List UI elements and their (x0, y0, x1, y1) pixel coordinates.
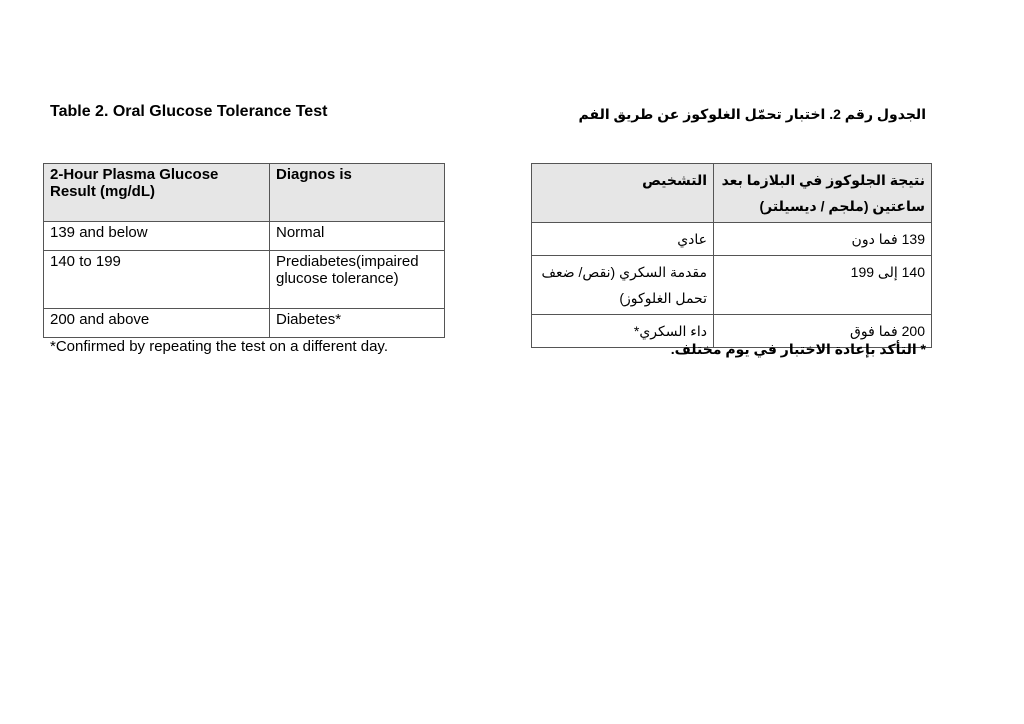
header-cell-result: 2-Hour Plasma Glucose Result (mg/dL) (44, 164, 270, 222)
diagnosis-cell: مقدمة السكري (نقص/ ضعف تحمل الغلوكوز) (532, 256, 714, 315)
table-row (532, 223, 932, 256)
table-row (44, 309, 445, 338)
table-row (44, 222, 445, 251)
result-cell: 140 إلى 199 (714, 256, 932, 315)
diagnosis-cell: داء السكري* (532, 315, 714, 348)
diagnosis-cell: Diabetes* (270, 309, 445, 338)
result-cell: 139 and below (44, 222, 270, 251)
result-cell: 139 فما دون (714, 223, 932, 256)
table-title-arabic: الجدول رقم 2. اختبار تحمّل الغلوكوز عن طريق الفم (578, 106, 926, 122)
footnote-english: *Confirmed by repeating the test on a different day. (50, 338, 388, 355)
diagnosis-cell: Normal (270, 222, 445, 251)
result-cell: 200 and above (44, 309, 270, 338)
diagnosis-cell: عادي (532, 223, 714, 256)
table-header-row (532, 164, 932, 223)
table-title-english: Table 2. Oral Glucose Tolerance Test (50, 103, 328, 120)
table-row (44, 251, 445, 309)
table-header-row (44, 164, 445, 222)
result-cell: 200 فما فوق (714, 315, 932, 348)
header-cell-result: نتيجة الجلوكوز في البلازما بعد ساعتين (ملجم / ديسيلتر) (714, 164, 932, 223)
diagnosis-cell: Prediabetes(impaired glucose tolerance) (270, 251, 445, 309)
table-row (532, 256, 932, 315)
english-table (43, 163, 445, 338)
header-cell-diagnosis: Diagnos is (270, 164, 445, 222)
header-cell-diagnosis: التشخيص (532, 164, 714, 223)
result-cell: 140 to 199 (44, 251, 270, 309)
arabic-table (531, 163, 932, 348)
footnote-arabic: * التأكد بإعادة الاختبار في يوم مختلف. (670, 341, 926, 357)
